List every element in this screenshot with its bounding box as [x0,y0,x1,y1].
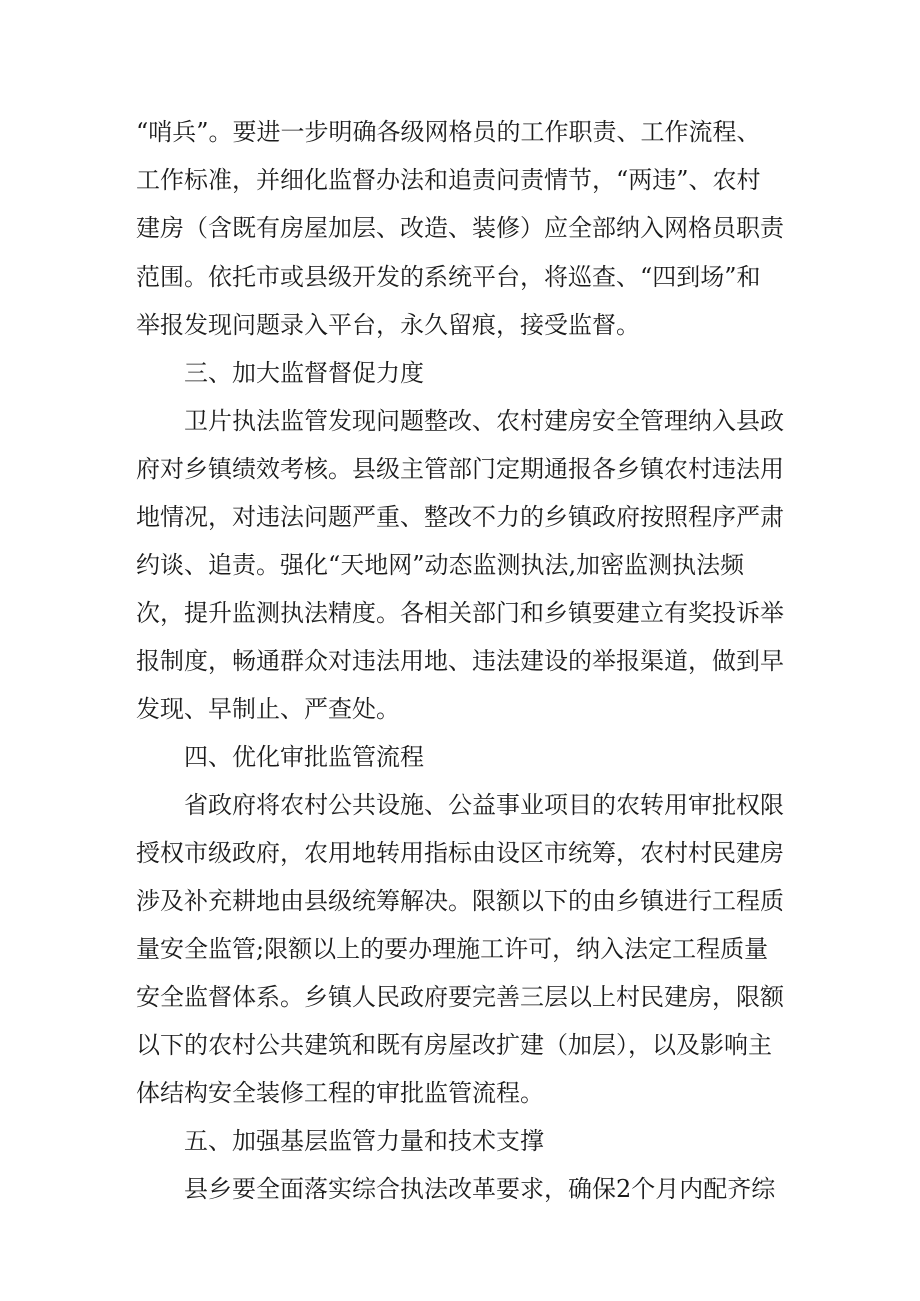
paragraph-line: 县乡要全面落实综合执法改革要求，确保2个月内配齐综 [184,1175,776,1203]
paragraph-line: 次，提升监测执法精度。各相关部门和乡镇要建立有奖投诉举 [136,599,784,627]
paragraph-line: 量安全监管;限额以上的要办理施工许可，纳入法定工程质量 [136,935,769,963]
paragraph-line: 举报发现问题录入平台，永久留痕，接受监督。 [136,311,640,339]
paragraph-line: “哨兵”。要进一步明确各级网格员的工作职责、工作流程、 [136,118,761,146]
paragraph-line: 地情况，对违法问题严重、整改不力的乡镇政府按照程序严肃 [136,503,784,531]
paragraph-line: 涉及补充耕地由县级统筹解决。限额以下的由乡镇进行工程质 [136,887,784,915]
paragraph-line: 约谈、追责。强化“天地网”动态监测执法,加密监测执法频 [136,551,745,579]
paragraph-line: 卫片执法监管发现问题整改、农村建房安全管理纳入县政 [184,407,784,435]
section-heading: 四、优化审批监管流程 [184,743,424,771]
paragraph-line: 省政府将农村公共设施、公益事业项目的农转用审批权限 [184,791,784,819]
paragraph-line: 以下的农村公共建筑和既有房屋改扩建（加层），以及影响主 [136,1031,772,1059]
paragraph-line: 授权市级政府，农用地转用指标由设区市统筹，农村村民建房 [136,839,784,867]
paragraph-line: 建房（含既有房屋加层、改造、装修）应全部纳入网格员职责 [136,214,784,242]
paragraph-line: 体结构安全装修工程的审批监管流程。 [136,1079,544,1107]
paragraph-line: 范围。依托市或县级开发的系统平台，将巡查、“四到场”和 [136,263,761,291]
paragraph-line: 报制度，畅通群众对违法用地、违法建设的举报渠道，做到早 [136,647,784,675]
section-heading: 三、加大监督督促力度 [184,359,424,387]
paragraph-line: 工作标准，并细化监督办法和追责问责情节，“两违”、农村 [136,166,761,194]
paragraph-line: 发现、早制止、严查处。 [136,695,400,723]
paragraph-line: 府对乡镇绩效考核。县级主管部门定期通报各乡镇农村违法用 [136,455,784,483]
paragraph-line: 安全监督体系。乡镇人民政府要完善三层以上村民建房，限额 [136,983,784,1011]
section-heading: 五、加强基层监管力量和技术支撑 [184,1127,544,1155]
